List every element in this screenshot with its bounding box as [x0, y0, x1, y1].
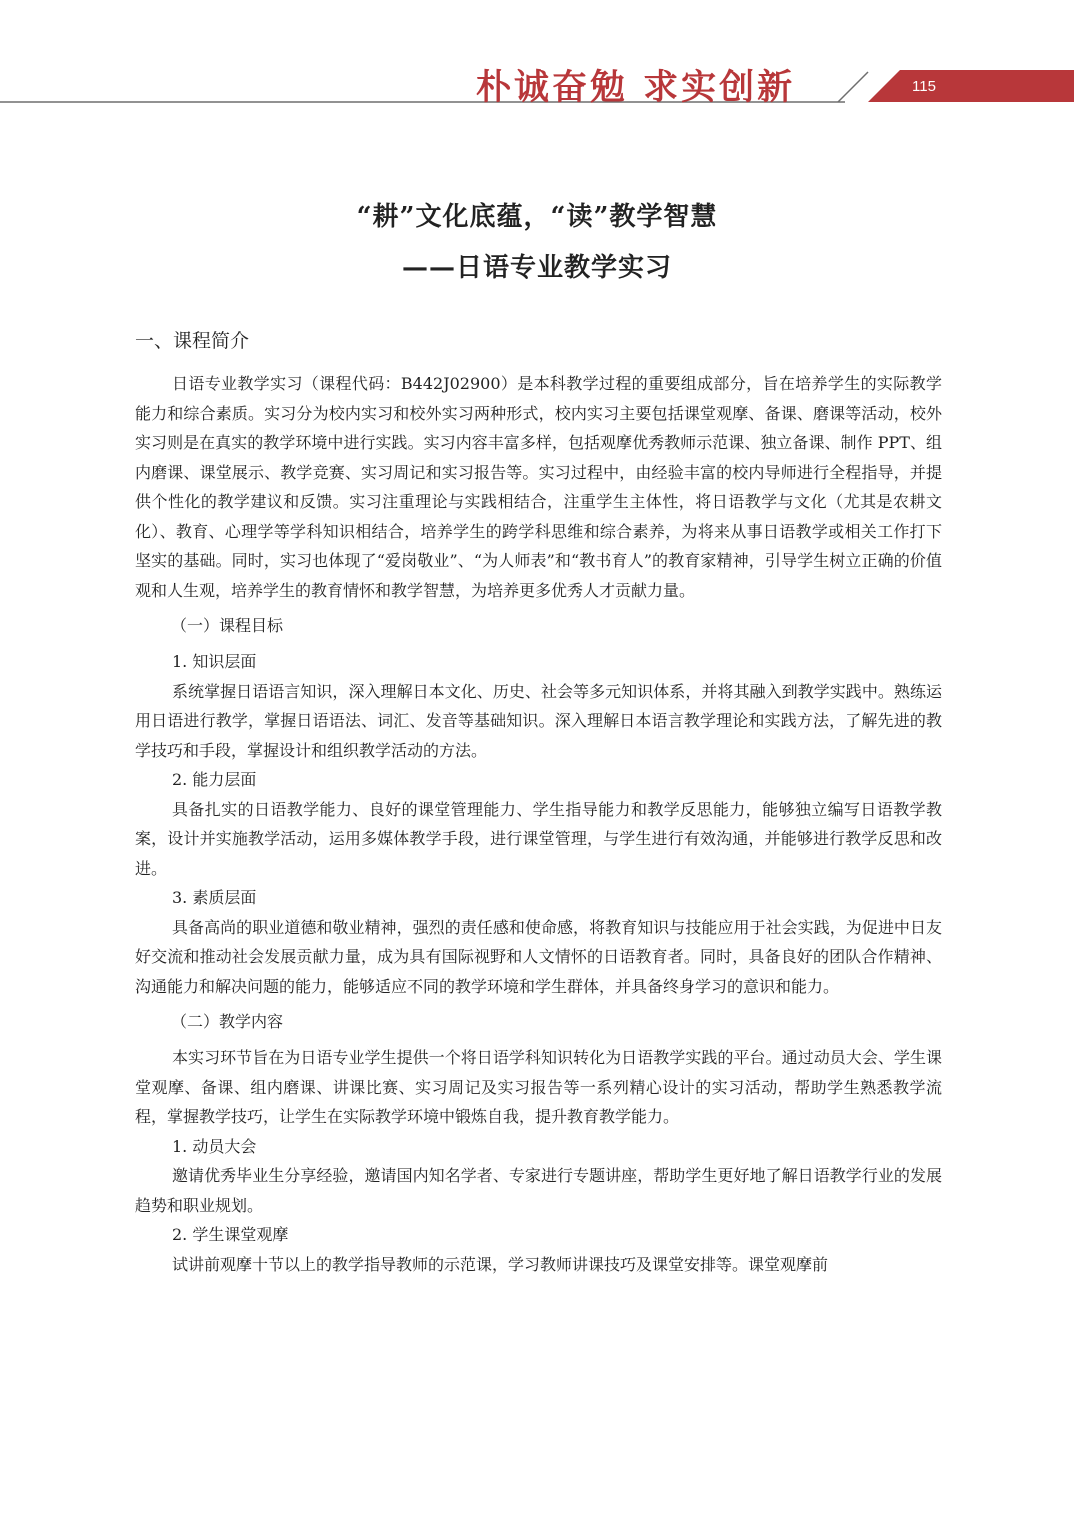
- page-header: [0, 0, 1074, 110]
- item-text-quality: 具备高尚的职业道德和敬业精神，强烈的责任感和使命感，将教育知识与技能应用于社会实践，为促进中日友好交流和推动社会发展贡献力量，成为具有国际视野和人文情怀的日语教育者。同时，具备良好的团队合作精神、沟通能力和解决问题的能力，能够适应不同的教学环境和学生群体，并具备终身学习的意识和能力。: [135, 917, 942, 996]
- item-text-knowledge: 系统掌握日语语言知识，深入理解日本文化、历史、社会等多元知识体系，并将其融入到教学实践中。熟练运用日语进行教学，掌握日语语法、词汇、发音等基础知识。深入理解日本语言教学理论和实践方法，了解先进的教学技巧和手段，掌握设计和组织教学活动的方法。: [135, 681, 942, 760]
- subsection-heading-content: （二）教学内容: [171, 1012, 284, 1031]
- article-body: [135, 325, 942, 1279]
- item-text-observation: 试讲前观摩十节以上的教学指导教师的示范课，学习教师讲课技巧及课堂安排等。课堂观摩前: [172, 1254, 829, 1274]
- item-text-mobilization: 邀请优秀毕业生分享经验，邀请国内知名学者、专家进行专题讲座，帮助学生更好地了解日语教学行业的发展趋势和职业规划。: [135, 1166, 942, 1215]
- teaching-content-paragraph: 本实习环节旨在为日语专业学生提供一个将日语学科知识转化为日语教学实践的平台。通过动员大会、学生课堂观摩、备课、组内磨课、讲课比赛、实习周记及实习报告等一系列精心设计的实习活动，帮助学生熟悉教学流程，掌握教学技巧，让学生在实际教学环境中锻炼自我，提升教育教学能力。: [135, 1048, 942, 1126]
- item-text-ability: 具备扎实的日语教学能力、良好的课堂管理能力、学生指导能力和教学反思能力，能够独立编写日语教学教案，设计并实施教学活动，运用多媒体教学手段，进行课堂管理，与学生进行有效沟通，并能够进行教学反思和改进。: [135, 799, 942, 878]
- item-label-ability: 2. 能力层面: [172, 770, 257, 789]
- item-label-mobilization: 1. 动员大会: [172, 1136, 257, 1156]
- article-subtitle: ——日语专业教学实习: [401, 253, 672, 283]
- subsection-heading-goals: （一）课程目标: [171, 616, 284, 635]
- item-label-knowledge: 1. 知识层面: [172, 652, 257, 671]
- article-title: “耕”文化底蕴，“读”教学智慧: [356, 202, 718, 232]
- page-number-tab: [868, 70, 1074, 102]
- header-motto: 朴诚奋勉 求实创新: [476, 67, 796, 108]
- item-label-quality: 3. 素质层面: [172, 888, 257, 907]
- item-label-observation: 2. 学生课堂观摩: [172, 1225, 289, 1244]
- page-number: 115: [912, 78, 936, 95]
- header-slash: [838, 72, 868, 102]
- course-intro-paragraph: 日语专业教学实习（课程代码：B442J02900）是本科教学过程的重要组成部分，旨在培养学生的实际教学能力和综合素质。实习分为校内实习和校外实习两种形式，校内实习主要包括课堂观摩、备课、磨课等活动，校外实习则是在真实的教学环境中进行实践。实习内容丰富多样，包括观摩优秀教师示范课、独立备课、制作 PPT、组内磨课、课堂展示、教学竞赛、实习周记和实习报告等。实习过程中，由经验丰富的校内导师进行全程指导，并提供个性化的教学建议和反馈。实习注重理论与实践相结合，注重学生主体性，将日语教学与文化（尤其是农耕文化）、教育、心理学等学科知识相结合，培养学生的跨学科思维和综合素养，为将来从事日语教学或相关工作打下坚实的基础。同时，实习也体现了“爱岗敬业”、“为人师表”和“教书育人”的教育家精神，引导学生树立正确的价值观和人生观，培养学生的教育情怀和教学智慧，为培养更多优秀人才贡献力量。: [135, 374, 942, 600]
- section-heading: 一、课程简介: [135, 330, 250, 352]
